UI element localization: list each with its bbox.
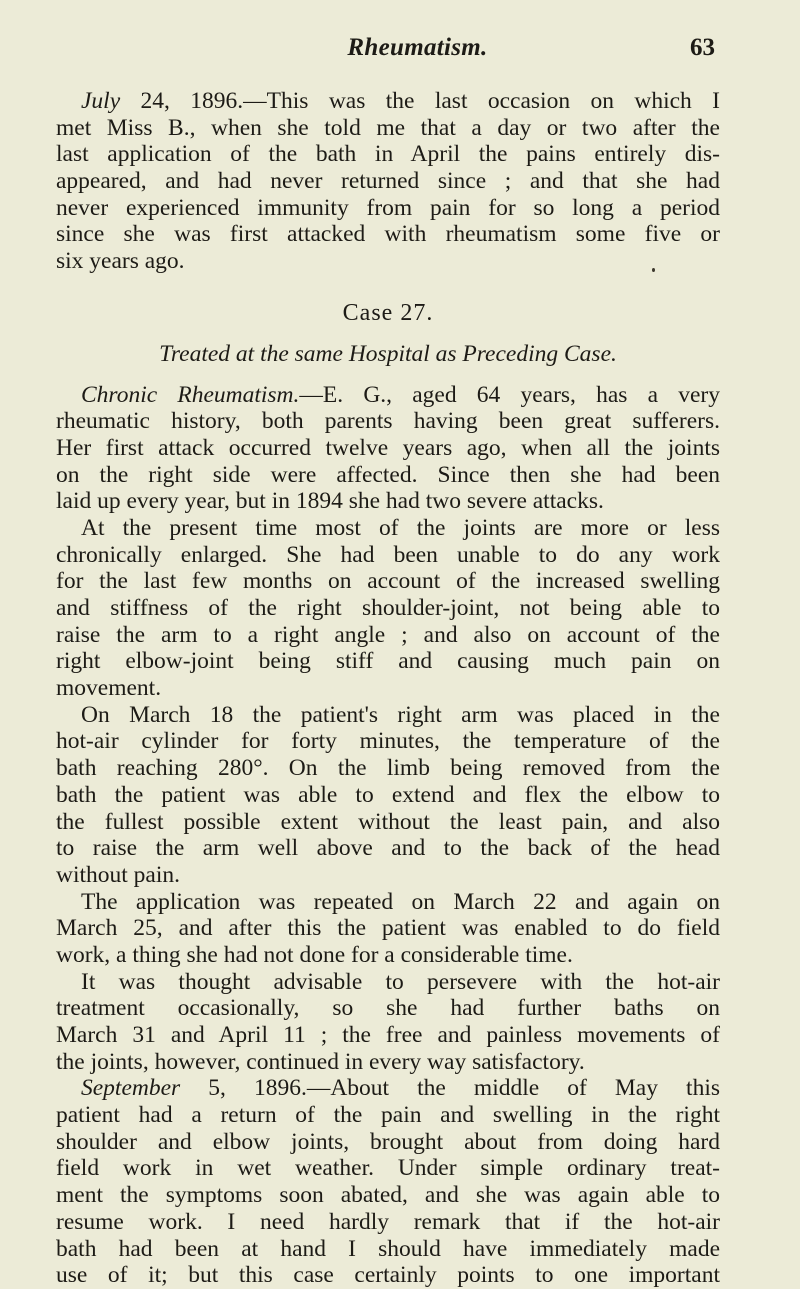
paragraph-september [56, 1075, 720, 1289]
text-line: On March 18 the patient's right arm was placed in the [81, 701, 720, 728]
text-line: last application of the bath in April the pains entirely dis- [56, 141, 720, 168]
page-number: 63 [690, 34, 715, 61]
text-line: ment the symptoms soon abated, and she was again able to [56, 1182, 720, 1209]
paragraph-july [56, 88, 720, 275]
text-line: bath the patient was able to extend and flex the elbow to [56, 781, 720, 808]
date-lead: September [81, 1075, 181, 1102]
page-header [120, 34, 715, 68]
section-lead: Chronic Rheumatism. [81, 381, 300, 408]
text-line: At the present time most of the joints are more or less [81, 514, 720, 541]
text-line: chronically enlarged. She had been unable to do any work [56, 541, 720, 568]
text-line: Her first attack occurred twelve years ago, when all the joints [56, 434, 720, 461]
text-line: patient had a return of the pain and swelling in the right [56, 1102, 720, 1129]
page-body [56, 88, 720, 1289]
paragraph-chronic [56, 382, 720, 515]
text-line: resume work. I need hardly remark that if the hot-air [56, 1208, 720, 1235]
text-line: use of it; but this case certainly points to one important [56, 1262, 720, 1289]
text-line: met Miss B., when she told me that a day or two after the [56, 114, 720, 141]
text-line: The application was repeated on March 22 and again on [81, 888, 720, 915]
text-line: appeared, and had never returned since ; and that she had [56, 168, 720, 195]
text-line: to raise the arm well above and to the back of the head [56, 835, 720, 862]
running-title: Rheumatism. [347, 34, 488, 61]
paragraph-march-18 [56, 702, 720, 889]
text-line: It was thought advisable to persevere with the hot-air [81, 968, 720, 995]
text-line: hot-air cylinder for forty minutes, the temperature of the [56, 728, 720, 755]
case-subheading: Treated at the same Hospital as Preceding Case. [159, 340, 617, 367]
text-line: July 24, 1896.—This was the last occasion on which I [81, 88, 720, 114]
text-line: March 31 and April 11 ; the free and painless movements of [56, 1022, 720, 1048]
text-line: never experienced immunity from pain for so long a period [56, 194, 720, 221]
text-line: treatment occasionally, so she had further baths on [56, 995, 720, 1022]
text-line: Chronic Rheumatism.—E. G., aged 64 years, has a very [81, 381, 720, 408]
text-line: for the last few months on account of the increased swelling [56, 568, 720, 595]
paragraph-present [56, 515, 720, 702]
text-line: shoulder and elbow joints, brought about from doing hard [56, 1128, 720, 1155]
text-line: six years ago. [56, 248, 185, 275]
text-line: movement. [56, 675, 162, 702]
paragraph-repeated [56, 889, 720, 969]
date-lead: July [81, 88, 121, 114]
text-line: right elbow-joint being stiff and causing much pain on [56, 648, 720, 675]
text-line: bath reaching 280°. On the limb being removed from the [56, 755, 720, 782]
paragraph-persevere [56, 969, 720, 1076]
text-line: laid up every year, but in 1894 she had two severe attacks. [56, 488, 604, 515]
text-line: March 25, and after this the patient was enabled to do field [56, 915, 720, 942]
text-line: the fullest possible extent without the least pain, and also [56, 808, 720, 835]
text-line: and stiffness of the right shoulder-joint, not being able to [56, 595, 720, 621]
text-line: September 5, 1896.—About the middle of May this [81, 1075, 720, 1102]
text-line: since she was first attacked with rheumatism some five or [56, 221, 720, 248]
case-heading: Case 27. [342, 299, 434, 326]
text-line: work, a thing she had not done for a considerable time. [56, 941, 573, 968]
text-line: raise the arm to a right angle ; and also on account of the [56, 621, 720, 648]
text-line: rheumatic history, both parents having been great sufferers. [56, 408, 720, 435]
text-line: on the right side were affected. Since then she had been [56, 461, 720, 488]
text-line: field work in wet weather. Under simple ordinary treat- [56, 1155, 720, 1182]
text-line: bath had been at hand I should have immediately made [56, 1235, 720, 1262]
text-line: without pain. [56, 861, 181, 888]
text-line: the joints, however, continued in every way satisfactory. [56, 1048, 585, 1075]
